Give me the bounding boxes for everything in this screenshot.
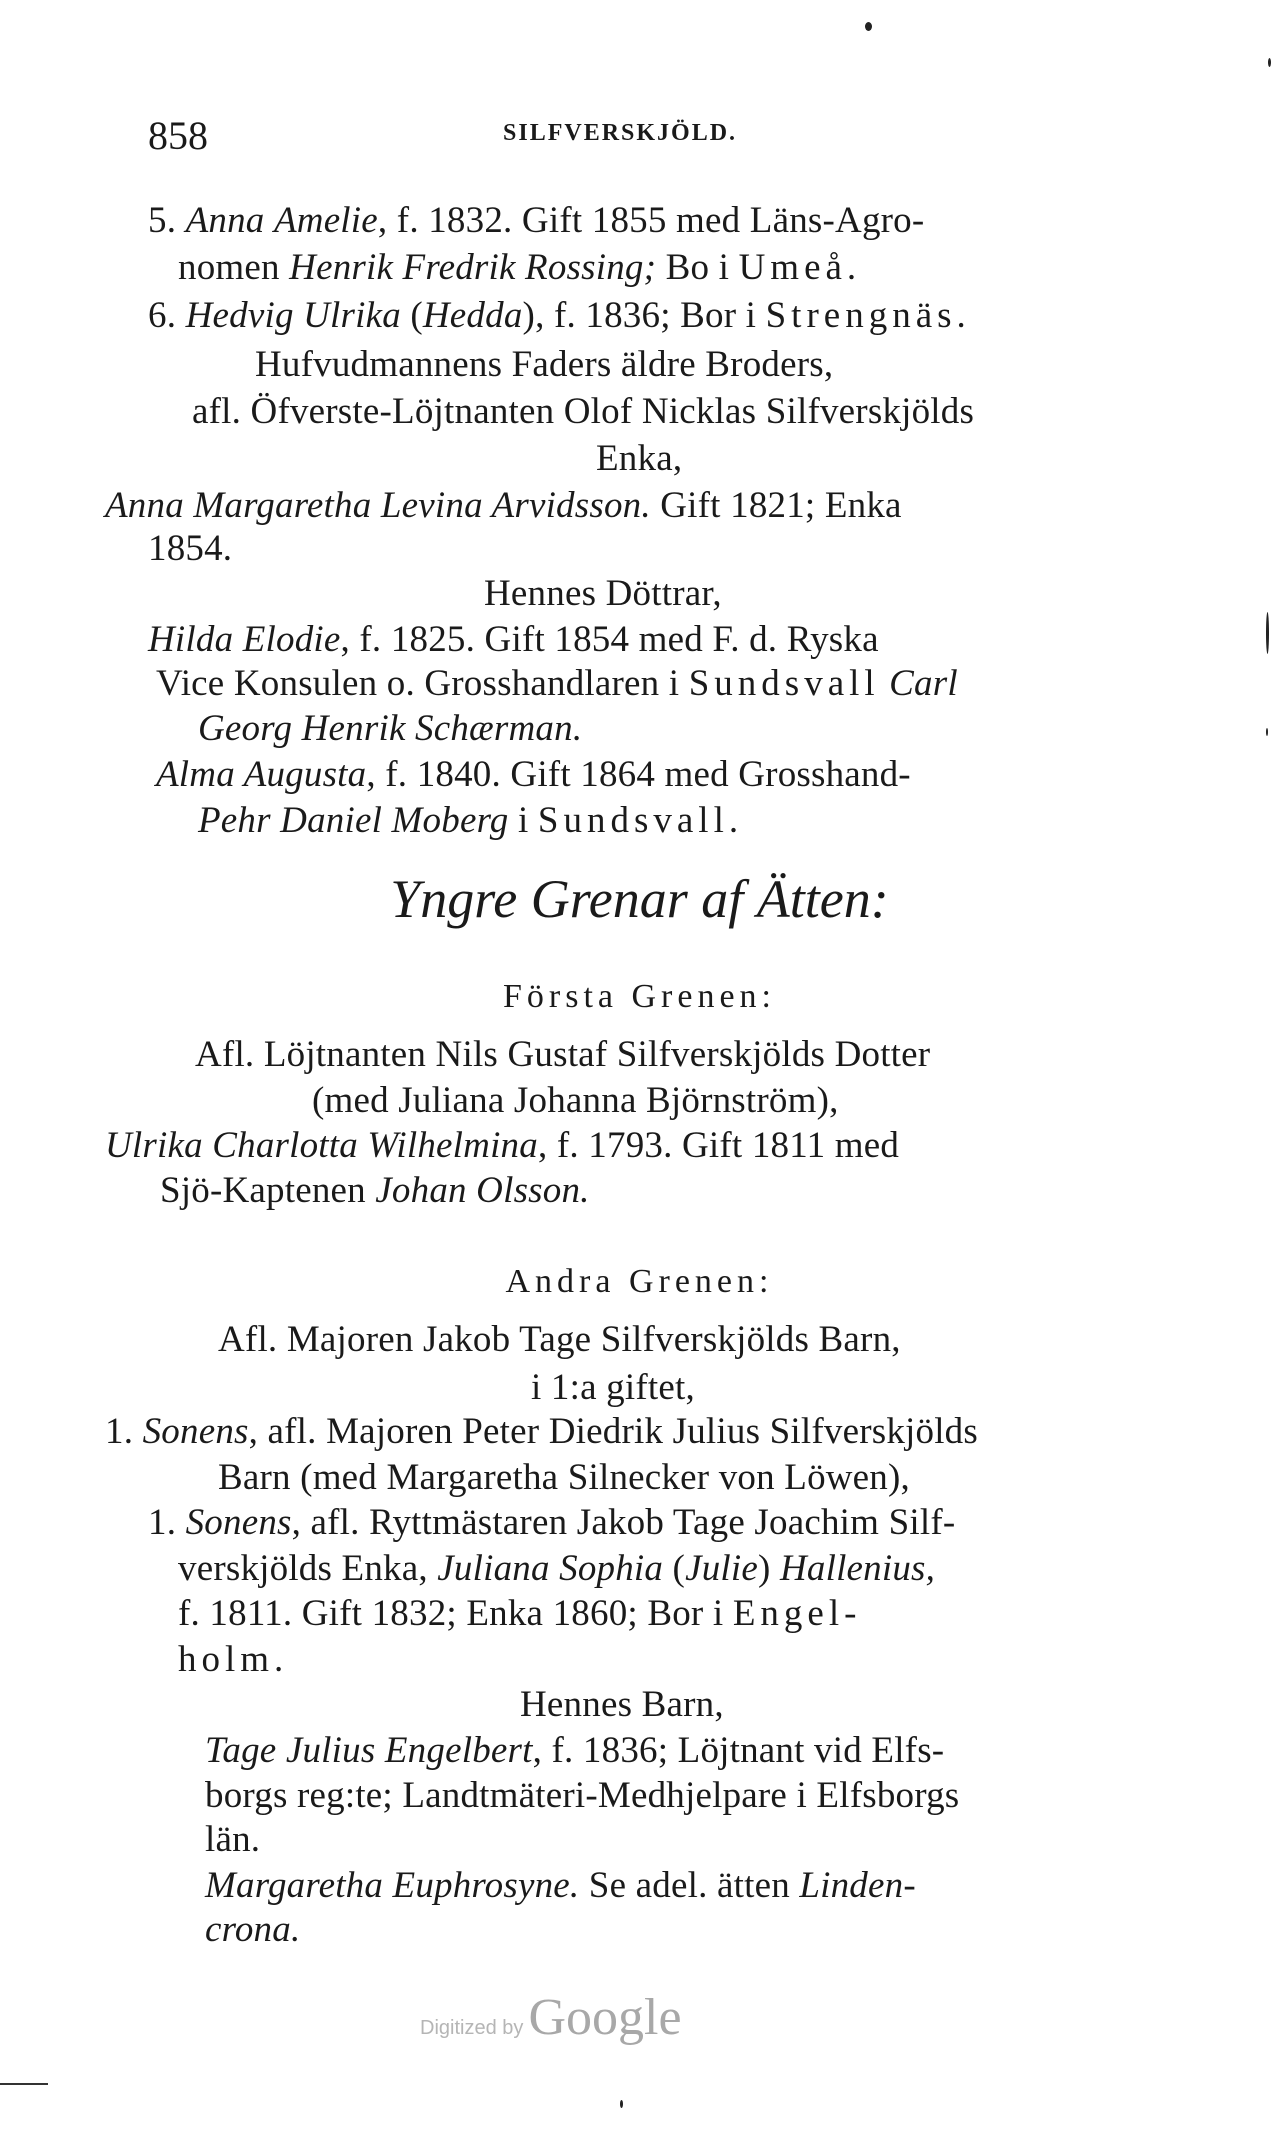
spaced-span: Engel- bbox=[732, 1593, 862, 1634]
italic-span: Ulrika Charlotta Wilhelmina bbox=[105, 1125, 538, 1166]
ink-speck bbox=[1268, 58, 1271, 67]
text-line: Tage Julius Engelbert, f. 1836; Löjtnant vid Elfs- bbox=[205, 1730, 945, 1771]
italic-span: Tage Julius Engelbert bbox=[205, 1730, 533, 1771]
spaced-span: Andra Grenen: bbox=[505, 1263, 774, 1300]
spaced-span: Strengnäs. bbox=[765, 295, 971, 336]
italic-span: Anna Margaretha Levina Arvidsson. bbox=[105, 485, 651, 526]
text-line: Hennes Barn, bbox=[520, 1684, 724, 1725]
text-line: 1854. bbox=[148, 528, 233, 569]
text-line: Afl. Majoren Jakob Tage Silfverskjölds Barn, bbox=[218, 1319, 901, 1360]
italic-span: Hedda bbox=[422, 295, 523, 336]
spaced-span: Sundsvall bbox=[688, 663, 880, 704]
text-line: 1. Sonens, afl. Ryttmästaren Jakob Tage Joachim Silf- bbox=[148, 1502, 956, 1543]
text-line: Enka, bbox=[596, 438, 683, 479]
bottom-left-rule bbox=[0, 2083, 48, 2085]
spaced-span: Första Grenen: bbox=[502, 978, 776, 1015]
italic-span: Margaretha Euphrosyne. bbox=[205, 1865, 580, 1906]
spaced-span: Umeå. bbox=[738, 247, 862, 288]
section-title: Yngre Grenar af Ätten: bbox=[390, 869, 889, 929]
text-line: verskjölds Enka, Juliana Sophia (Julie) Hallenius, bbox=[178, 1548, 936, 1589]
italic-span: Anna bbox=[185, 200, 265, 241]
subsection-heading bbox=[0, 1260, 1279, 1304]
text-line: Hilda Elodie, f. 1825. Gift 1854 med F. d. Ryska bbox=[148, 619, 879, 660]
google-logo: Google bbox=[528, 1989, 682, 2046]
text-line: län. bbox=[205, 1819, 261, 1860]
running-title: SILFVERSKJÖLD. bbox=[503, 120, 738, 146]
text-line: 6. Hedvig Ulrika (Hedda), f. 1836; Bor i Strengnäs. bbox=[148, 295, 971, 336]
text-line: Hufvudmannens Faders äldre Broders, bbox=[255, 344, 834, 385]
italic-span: Georg Henrik Schærman. bbox=[198, 708, 583, 749]
text-line bbox=[178, 1638, 288, 1682]
text-line: (med Juliana Johanna Björnström), bbox=[312, 1080, 839, 1121]
text-line: 1. Sonens, afl. Majoren Peter Diedrik Julius Silfverskjölds bbox=[105, 1411, 978, 1452]
text-line: Alma Augusta, f. 1840. Gift 1864 med Grosshand- bbox=[156, 754, 911, 795]
spaced-span: holm. bbox=[178, 1639, 289, 1680]
subsection-heading bbox=[0, 975, 1279, 1019]
italic-span: Juliana Sophia bbox=[437, 1548, 664, 1589]
text-line: i 1:a giftet, bbox=[531, 1367, 695, 1408]
italic-span: Amelie bbox=[273, 200, 378, 241]
italic-span: Hedvig Ulrika bbox=[185, 295, 401, 336]
ink-speck bbox=[865, 22, 872, 31]
text-line: Vice Konsulen o. Grosshandlaren i Sundsvall Carl bbox=[156, 663, 958, 704]
text-line: 5. Anna Amelie, f. 1832. Gift 1855 med Läns-Agro- bbox=[148, 200, 925, 241]
italic-span: Sonens bbox=[142, 1411, 249, 1452]
text-line bbox=[198, 707, 582, 751]
italic-span: Sonens bbox=[185, 1502, 292, 1543]
ink-speck bbox=[620, 2100, 623, 2108]
watermark-prefix: Digitized by bbox=[420, 2017, 524, 2039]
italic-span: crona. bbox=[205, 1909, 301, 1950]
ink-speck bbox=[1266, 728, 1268, 736]
text-line: Afl. Löjtnanten Nils Gustaf Silfverskjölds Dotter bbox=[195, 1034, 931, 1075]
ink-speck bbox=[1266, 612, 1269, 654]
italic-span: Pehr Daniel Moberg bbox=[198, 800, 509, 841]
spaced-span: Sundsvall. bbox=[537, 800, 744, 841]
text-line: borgs reg:te; Landtmäteri-Medhjelpare i Elfsborgs bbox=[205, 1775, 960, 1816]
text-line: Ulrika Charlotta Wilhelmina, f. 1793. Gift 1811 med bbox=[105, 1125, 900, 1166]
text-line: Barn (med Margaretha Silnecker von Löwen), bbox=[218, 1457, 910, 1498]
text-line: afl. Öfverste-Löjtnanten Olof Nicklas Silfverskjölds bbox=[192, 391, 975, 432]
text-line: nomen Henrik Fredrik Rossing; Bo i Umeå. bbox=[178, 247, 862, 288]
italic-span: Linden- bbox=[799, 1865, 916, 1906]
italic-span: Hilda Elodie bbox=[148, 619, 341, 660]
text-line bbox=[205, 1908, 300, 1952]
text-line: f. 1811. Gift 1832; Enka 1860; Bor i Engel- bbox=[178, 1593, 862, 1634]
italic-span: Alma Augusta bbox=[156, 754, 367, 795]
text-line: Hennes Döttrar, bbox=[484, 573, 722, 614]
italic-span: Johan Olsson. bbox=[375, 1170, 590, 1211]
page-number: 858 bbox=[148, 113, 208, 158]
text-line: Sjö-Kaptenen Johan Olsson. bbox=[160, 1170, 590, 1211]
text-line: Pehr Daniel Moberg i Sundsvall. bbox=[198, 800, 744, 841]
italic-span: Julie bbox=[685, 1548, 758, 1589]
text-line: Anna Margaretha Levina Arvidsson. Gift 1821; Enka bbox=[105, 485, 902, 526]
google-watermark bbox=[420, 1988, 682, 2047]
italic-span: Carl bbox=[889, 663, 958, 704]
italic-span: Hallenius, bbox=[779, 1548, 936, 1589]
italic-span: Henrik Fredrik Rossing; bbox=[289, 247, 657, 288]
text-line: Margaretha Euphrosyne. Se adel. ätten Linden- bbox=[205, 1865, 916, 1906]
